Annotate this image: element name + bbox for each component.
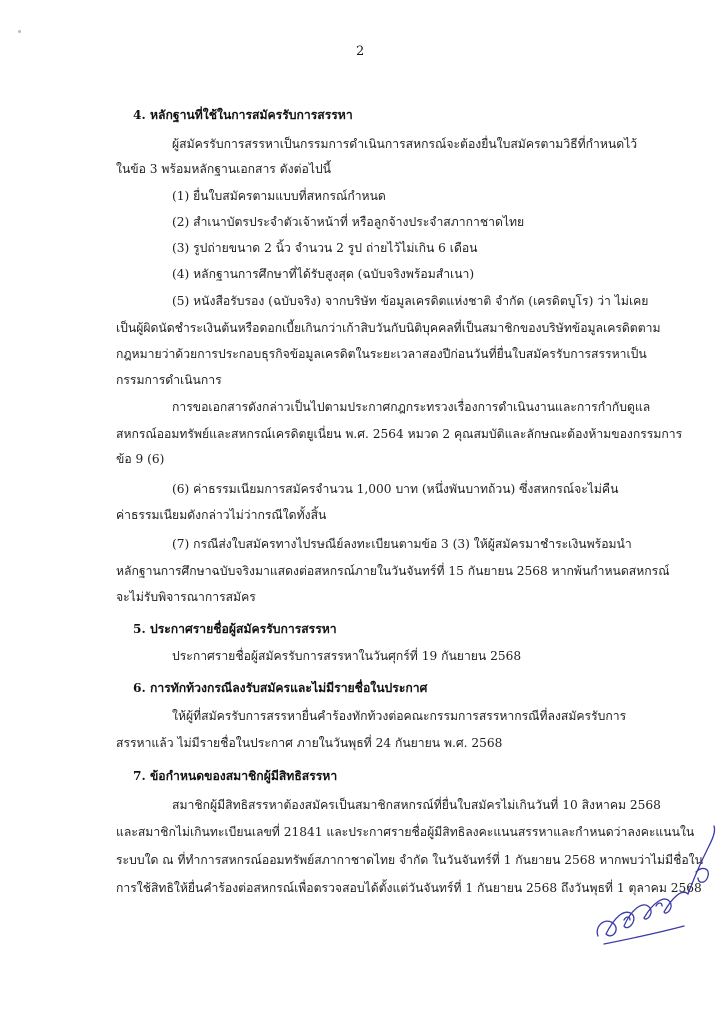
document-item-6-line: ค่าธรรมเนียมดังกล่าวไม่ว่ากรณีใดทั้งสิ้น: [116, 508, 327, 522]
section4-intro-line: ในข้อ 3 พร้อมหลักฐานเอกสาร ดังต่อไปนี้: [116, 162, 332, 176]
section7-body-line: ระบบใด ณ ที่ทำการสหกรณ์ออมทรัพย์สภากาชาดไทย จำกัด ในวันจันทร์ที่ 1 กันยายน 2568 หากพบว่าไม่มีชื่อใน: [116, 853, 703, 867]
section4-heading: 4. หลักฐานที่ใช้ในการสมัครรับการสรรหา: [133, 108, 353, 122]
document-item-2: (2) สำเนาบัตรประจำตัวเจ้าหน้าที่ หรือลูกจ้างประจำสภากาชาดไทย: [172, 215, 525, 229]
handwritten-signature: [584, 808, 724, 958]
document-item-5: (5) หนังสือรับรอง (ฉบับจริง) จากบริษัท ข้อมูลเครดิตแห่งชาติ จำกัด (เครดิตบูโร) ว่า ไม่เคย: [172, 294, 649, 308]
scan-speck: [18, 30, 21, 33]
page-number: 2: [356, 44, 365, 59]
document-item-7-line: จะไม่รับพิจารณาการสมัคร: [116, 590, 256, 604]
section6-body-line: ให้ผู้ที่สมัครรับการสรรหายื่นคำร้องทักท้วงต่อคณะกรรมการสรรหากรณีที่ลงสมัครรับการ: [172, 709, 627, 723]
document-item-7: (7) กรณีส่งใบสมัครทางไปรษณีย์ลงทะเบียนตามข้อ 3 (3) ให้ผู้สมัครมาชำระเงินพร้อมนำ: [172, 537, 632, 551]
section4-intro-line: ผู้สมัครรับการสรรหาเป็นกรรมการดำเนินการสหกรณ์จะต้องยื่นใบสมัครตามวิธีที่กำหนดไว้: [172, 137, 638, 151]
document-item-5-line: กฎหมายว่าด้วยการประกอบธุรกิจข้อมูลเครดิตในระยะเวลาสองปีก่อนวันที่ยื่นใบสมัครรับการสรรหาเป็น: [116, 347, 647, 361]
document-item-4: (4) หลักฐานการศึกษาที่ได้รับสูงสุด (ฉบับจริงพร้อมสำเนา): [172, 267, 475, 281]
document-item-5-line: กรรมการดำเนินการ: [116, 373, 222, 387]
section6-body-line: สรรหาแล้ว ไม่มีรายชื่อในประกาศ ภายในวันพุธที่ 24 กันยายน พ.ศ. 2568: [116, 736, 503, 750]
section7-body-line: สมาชิกผู้มีสิทธิสรรหาต้องสมัครเป็นสมาชิกสหกรณ์ที่ยื่นใบสมัครไม่เกินวันที่ 10 สิงหาคม 2568: [172, 798, 661, 812]
document-item-1: (1) ยื่นใบสมัครตามแบบที่สหกรณ์กำหนด: [172, 189, 386, 203]
document-item-3: (3) รูปถ่ายขนาด 2 นิ้ว จำนวน 2 รูป ถ่ายไว้ไม่เกิน 6 เดือน: [172, 241, 478, 255]
section5-body: ประกาศรายชื่อผู้สมัครรับการสรรหาในวันศุกร์ที่ 19 กันยายน 2568: [172, 649, 522, 663]
regulation-note-line: สหกรณ์ออมทรัพย์และสหกรณ์เครดิตยูเนี่ยน พ.ศ. 2564 หมวด 2 คุณสมบัติและลักษณะต้องห้ามของกรรมการ: [116, 427, 683, 441]
section7-body-line: และสมาชิกไม่เกินทะเบียนเลขที่ 21841 และประกาศรายชื่อผู้มีสิทธิลงคะแนนสรรหาและกำหนดว่าลงคะแนนใน: [116, 825, 695, 839]
regulation-note-line: การขอเอกสารดังกล่าวเป็นไปตามประกาศกฎกระทรวงเรื่องการดำเนินงานและการกำกับดูแล: [172, 400, 651, 414]
section7-heading: 7. ข้อกำหนดของสมาชิกผู้มีสิทธิสรรหา: [133, 769, 338, 783]
regulation-note-line: ข้อ 9 (6): [116, 452, 165, 466]
document-item-5-line: เป็นผู้ผิดนัดชำระเงินต้นหรือดอกเบี้ยเกินกว่าเก้าสิบวันกับนิติบุคคลที่เป็นสมาชิกของบริษัทข้อมูลเครดิตตาม: [116, 321, 661, 335]
document-item-6: (6) ค่าธรรมเนียมการสมัครจำนวน 1,000 บาท (หนึ่งพันบาทถ้วน) ซึ่งสหกรณ์จะไม่คืน: [172, 482, 619, 496]
section6-heading: 6. การทักท้วงกรณีลงรับสมัครและไม่มีรายชื่อในประกาศ: [133, 681, 428, 695]
section5-heading: 5. ประกาศรายชื่อผู้สมัครรับการสรรหา: [133, 622, 337, 636]
section7-body-line: การใช้สิทธิให้ยื่นคำร้องต่อสหกรณ์เพื่อตรวจสอบได้ตั้งแต่วันจันทร์ที่ 1 กันยายน 2568 ถึงวันพุธที่ 1 ตุลาคม 2568: [116, 881, 702, 895]
document-item-7-line: หลักฐานการศึกษาฉบับจริงมาแสดงต่อสหกรณ์ภายในวันจันทร์ที่ 15 กันยายน 2568 หากพ้นกำหนดสหกรณ์: [116, 564, 670, 578]
